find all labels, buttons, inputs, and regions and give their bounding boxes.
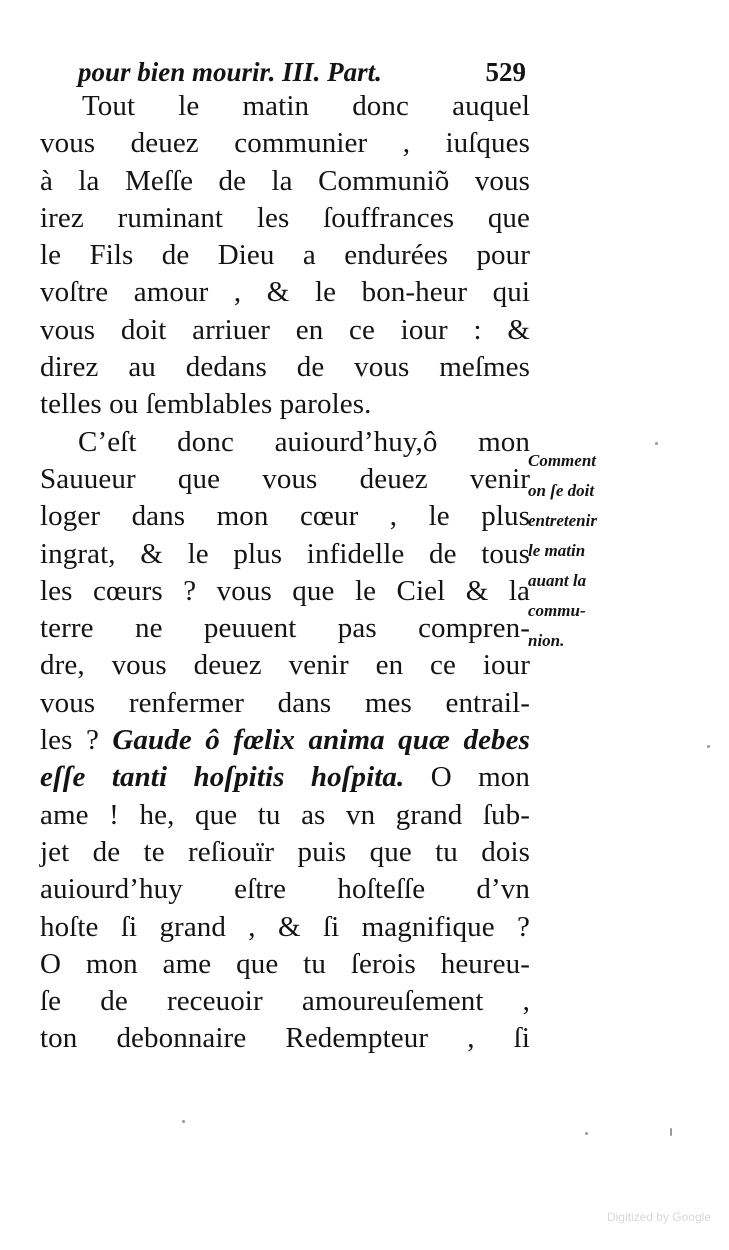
ink-speck xyxy=(670,1128,672,1136)
text-line: hoſte ſi grand , & ſi magnifique ? xyxy=(40,910,530,943)
text-line: direz au dedans de vous meſmes xyxy=(40,351,530,384)
text-line: voſtre amour , & le bon-heur qui xyxy=(40,276,530,309)
text-fragment: O mon xyxy=(404,761,530,794)
margin-note-line: nion. xyxy=(528,631,565,650)
running-head-title: pour bien mourir. III. Part. xyxy=(78,57,382,87)
digitization-watermark: Digitized by Google xyxy=(606,1210,711,1224)
text-line-latin xyxy=(40,722,530,759)
ink-speck xyxy=(707,745,710,748)
text-line: les cœurs ? vous que le Ciel & la xyxy=(40,574,530,607)
margin-note-line: on ſe doit xyxy=(528,481,595,500)
text-line: ton debonnaire Redempteur , ſi xyxy=(40,1022,530,1055)
page-number: 529 xyxy=(485,57,526,87)
text-line: ingrat, & le plus infidelle de tous xyxy=(40,537,530,570)
text-line: O mon ame que tu ſerois heureu- xyxy=(40,947,530,980)
running-head xyxy=(78,52,526,92)
ink-speck xyxy=(585,1132,588,1135)
margin-note-line: auant la xyxy=(528,571,587,590)
text-line: vous doit arriuer en ce iour : & xyxy=(40,313,530,346)
text-line: le Fils de Dieu a endurées pour xyxy=(40,239,530,272)
body-text xyxy=(40,88,530,1058)
margin-note xyxy=(528,446,648,656)
text-line: terre ne peuuent pas compren- xyxy=(40,612,530,645)
text-line: à la Meſſe de la Communiõ vous xyxy=(40,164,530,197)
text-line: Sauueur que vous deuez venir xyxy=(40,462,530,495)
margin-note-line: le matin xyxy=(528,541,586,560)
ink-speck xyxy=(655,442,658,445)
text-line: telles ou ſemblables paroles. xyxy=(40,388,372,421)
text-line: auiourd’huy eſtre hoſteſſe d’vn xyxy=(40,873,530,906)
text-line: loger dans mon cœur , le plus xyxy=(40,500,530,533)
text-line: dre, vous deuez venir en ce iour xyxy=(40,649,530,682)
text-line: ame ! he, que tu as vn grand ſub- xyxy=(40,798,530,831)
text-line-latin xyxy=(40,759,530,796)
text-line: irez ruminant les ſouffrances que xyxy=(40,201,530,234)
margin-note-line: entretenir xyxy=(528,511,597,530)
text-line: vous deuez communier , iuſques xyxy=(40,127,530,160)
text-line: ſe de receuoir amoureuſement , xyxy=(40,985,530,1018)
text-line: jet de te reſiouïr puis que tu dois xyxy=(40,835,530,868)
margin-note-line: commu- xyxy=(528,601,586,620)
text-line: C’eſt donc auiourd’huy,ô mon xyxy=(78,425,530,458)
latin-quote: eſſe tanti hoſpitis hoſpita. xyxy=(40,761,405,794)
margin-note-line: Comment xyxy=(528,451,597,470)
ink-speck xyxy=(182,1120,185,1123)
latin-quote: Gaude ô fœlix anima quæ debes xyxy=(112,724,530,757)
text-line: Tout le matin donc auquel xyxy=(82,90,530,122)
text-fragment: les ? xyxy=(40,724,113,757)
text-line: vous renfermer dans mes entrail- xyxy=(40,686,530,719)
